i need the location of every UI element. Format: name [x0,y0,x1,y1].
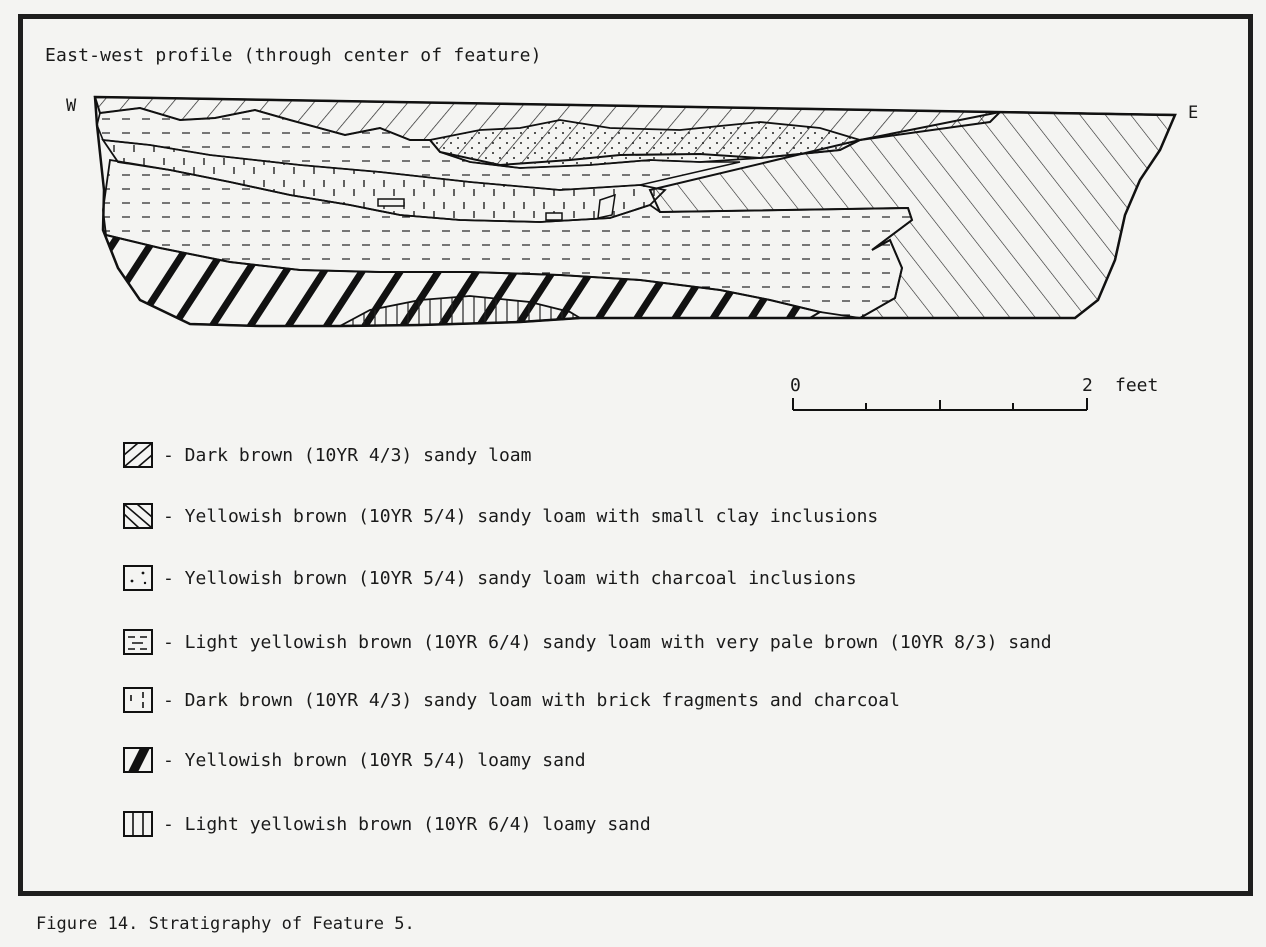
swatch-dashes-icon [123,629,153,655]
legend-item-yellowish-brown-clay [123,502,878,530]
legend-text: - Light yellowish brown (10YR 6/4) sandy loam with very pale brown (10YR 8/3) sand [163,631,1052,653]
legend-item-charcoal-inclusions [123,564,857,592]
scale-bar [793,398,1087,410]
west-label: W [66,96,77,116]
legend-item-pale-sand [123,628,1052,656]
swatch-vertical-lines-icon [123,811,153,837]
legend-item-dark-brown-sandy-loam [123,441,531,469]
swatch-back-diagonal-icon [123,503,153,529]
inclusion-rect-1 [378,199,404,206]
legend-item-brick-fragments [123,686,900,714]
profile-title: East-west profile (through center of feature) [45,45,542,66]
scale-start-label: 0 [790,375,801,396]
legend-text: - Light yellowish brown (10YR 6/4) loamy sand [163,813,651,835]
legend-text: - Yellowish brown (10YR 5/4) loamy sand [163,749,586,771]
legend-item-loamy-sand [123,746,586,774]
swatch-thick-diagonal-icon [123,747,153,773]
legend-text: - Dark brown (10YR 4/3) sandy loam with brick fragments and charcoal [163,689,900,711]
legend-text: - Yellowish brown (10YR 5/4) sandy loam with small clay inclusions [163,505,879,527]
swatch-narrow-diagonal-icon [123,442,153,468]
legend-item-light-loamy-sand [123,810,651,838]
figure-caption: Figure 14. Stratigraphy of Feature 5. [36,914,415,934]
scale-end-label: 2 [1082,375,1093,396]
inclusion-rect-2 [546,213,562,220]
legend-text: - Yellowish brown (10YR 5/4) sandy loam with charcoal inclusions [163,567,857,589]
legend-text: - Dark brown (10YR 4/3) sandy loam [163,444,532,466]
swatch-vertical-ticks-icon [123,687,153,713]
scale-unit-label: feet [1115,375,1159,396]
east-label: E [1188,103,1199,123]
swatch-dots-icon [123,565,153,591]
